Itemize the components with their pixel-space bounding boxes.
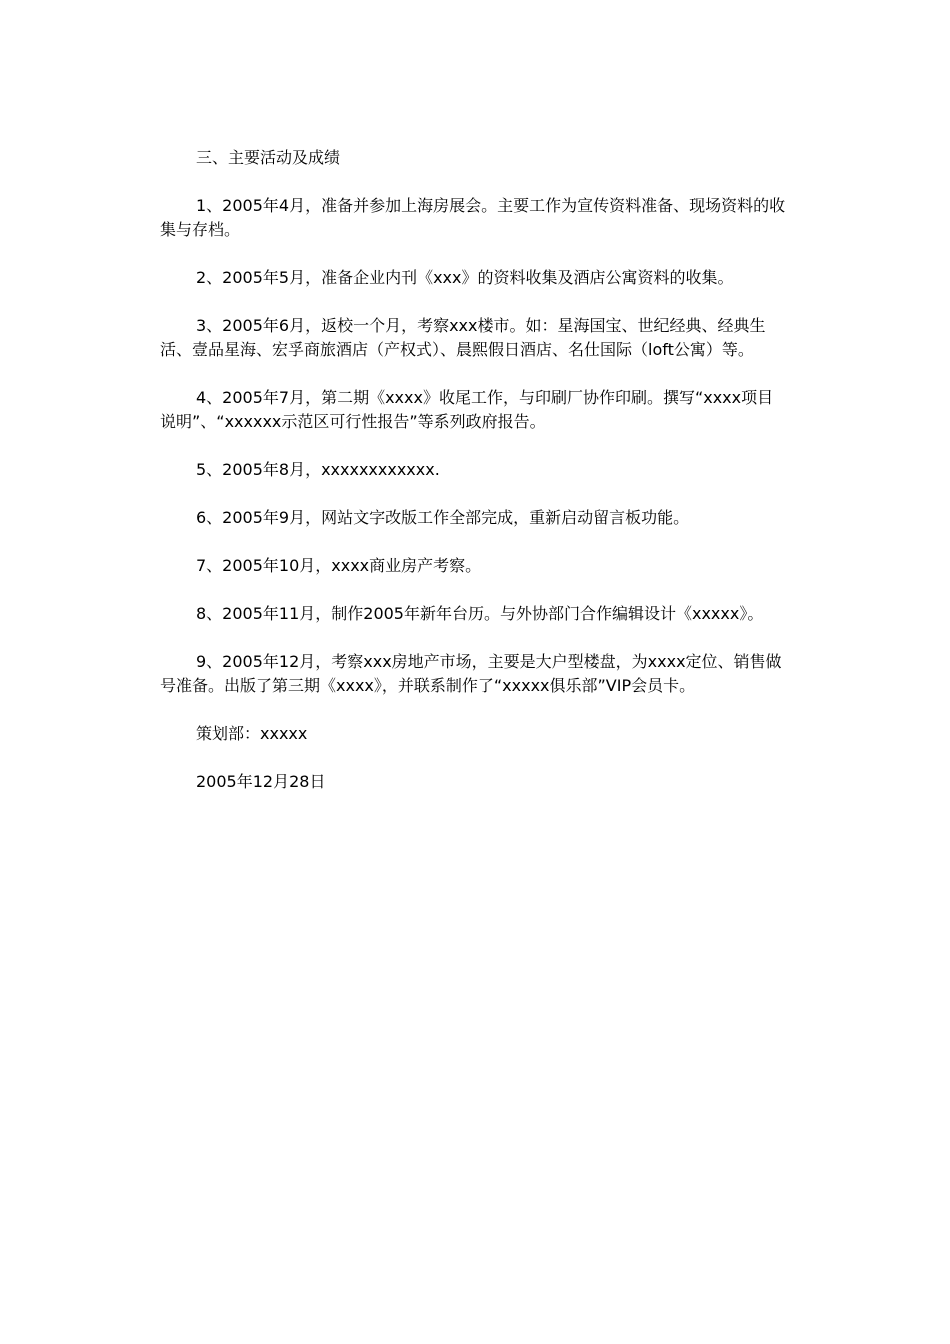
activity-item-8: 8、2005年11月，制作2005年新年台历。与外协部门合作编辑设计《xxxxx》。 <box>196 604 764 623</box>
activity-item-7: 7、2005年10月，xxxx商业房产考察。 <box>196 556 482 575</box>
activity-item-1: 1、2005年4月，准备并参加上海房展会。主要工作为宣传资料准备、现场资料的收集与存档。 <box>160 196 786 239</box>
activity-item-9: 9、2005年12月，考察xxx房地产市场，主要是大户型楼盘，为xxxx定位、销售做号准备。出版了第三期《xxxx》，并联系制作了“xxxxx俱乐部”VIP会员卡。 <box>160 652 782 695</box>
activity-item-3: 3、2005年6月，返校一个月，考察xxx楼市。如：星海国宝、世纪经典、经典生活、壹品星海、宏孚商旅酒店（产权式）、晨熙假日酒店、名仕国际（loft公寓）等。 <box>160 316 766 359</box>
activity-item-2: 2、2005年5月，准备企业内刊《xxx》的资料收集及酒店公寓资料的收集。 <box>196 268 734 287</box>
activity-item-5: 5、2005年8月，xxxxxxxxxxxx. <box>196 460 440 479</box>
section-heading: 三、主要活动及成绩 <box>196 148 341 167</box>
document-date: 2005年12月28日 <box>196 772 326 791</box>
signature-line: 策划部：xxxxx <box>196 724 308 743</box>
activity-item-4: 4、2005年7月，第二期《xxxx》收尾工作，与印刷厂协作印刷。撰写“xxxx项目说明”、“xxxxxx示范区可行性报告”等系列政府报告。 <box>160 388 774 431</box>
document-page <box>160 146 788 818</box>
activity-item-6: 6、2005年9月，网站文字改版工作全部完成，重新启动留言板功能。 <box>196 508 690 527</box>
